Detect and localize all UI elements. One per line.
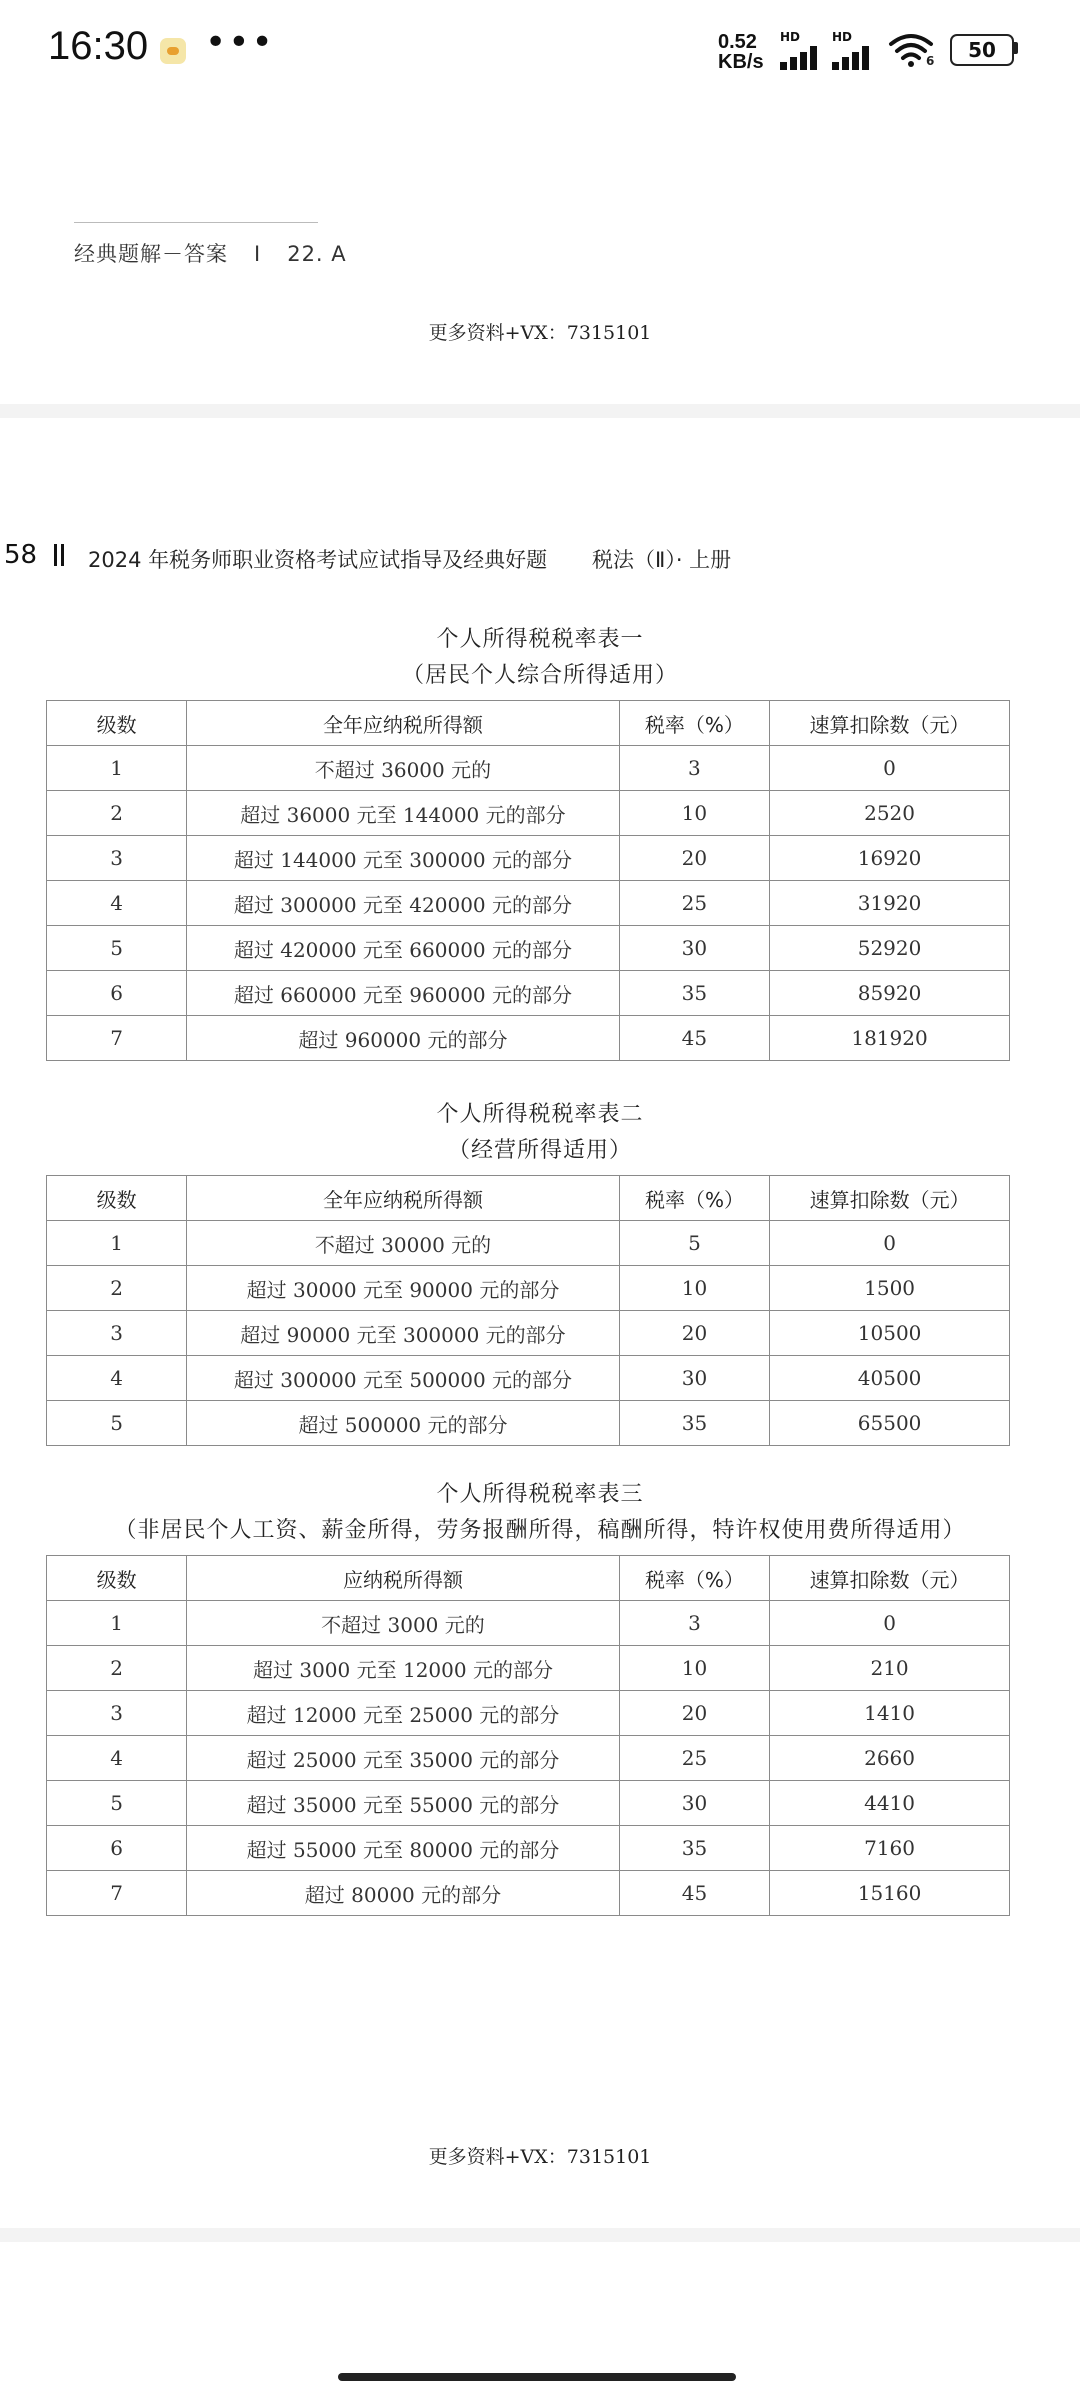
clock: 16:30 (48, 24, 149, 68)
table-cell: 2 (47, 1266, 187, 1311)
column-header: 全年应纳税所得额 (187, 701, 620, 746)
column-header: 税率（%） (619, 1176, 769, 1221)
column-header: 级数 (47, 1556, 187, 1601)
answer-value: 22. A (287, 242, 347, 266)
column-header: 速算扣除数（元） (770, 701, 1010, 746)
table-cell: 0 (770, 746, 1010, 791)
table-cell: 5 (47, 1401, 187, 1446)
table-cell: 3 (47, 1311, 187, 1356)
table-cell: 不超过 36000 元的 (187, 746, 620, 791)
table-row (47, 971, 1010, 1016)
table-cell: 35 (619, 1826, 769, 1871)
table-header-row (47, 1176, 1010, 1221)
more-notifications-icon: ••• (205, 22, 275, 63)
status-bar (0, 0, 1080, 100)
table-cell: 20 (619, 1691, 769, 1736)
table-row (47, 1016, 1010, 1061)
column-header: 应纳税所得额 (187, 1556, 620, 1601)
table-cell: 210 (770, 1646, 1010, 1691)
network-speed-value: 0.52 (718, 31, 757, 53)
table-cell: 超过 660000 元至 960000 元的部分 (187, 971, 620, 1016)
table-cell: 超过 55000 元至 80000 元的部分 (187, 1826, 620, 1871)
table-header-row (47, 1556, 1010, 1601)
table-row (47, 1736, 1010, 1781)
table-cell: 超过 3000 元至 12000 元的部分 (187, 1646, 620, 1691)
table-title: 个人所得税税率表三 (436, 1482, 644, 1507)
book-subtitle: 税法（Ⅱ）· 上册 (592, 548, 732, 572)
table-cell: 30 (619, 1356, 769, 1401)
table-cell: 4 (47, 1736, 187, 1781)
table-cell: 25 (619, 881, 769, 926)
table-cell: 4 (47, 881, 187, 926)
table-cell: 超过 300000 元至 420000 元的部分 (187, 881, 620, 926)
table-cell: 超过 30000 元至 90000 元的部分 (187, 1266, 620, 1311)
wifi-icon (888, 30, 934, 68)
table-cell: 0 (770, 1601, 1010, 1646)
table-cell: 181920 (770, 1016, 1010, 1061)
table-cell: 2 (47, 791, 187, 836)
table-cell: 10 (619, 1646, 769, 1691)
table-row (47, 1266, 1010, 1311)
table-cell: 15160 (770, 1871, 1010, 1916)
wifi-6-label: 6 (926, 54, 935, 68)
table-cell: 25 (619, 1736, 769, 1781)
battery-icon (950, 34, 1014, 66)
table-cell: 超过 80000 元的部分 (187, 1871, 620, 1916)
answer-section-label: 经典题解－答案 (74, 242, 228, 266)
table-cell: 85920 (770, 971, 1010, 1016)
column-header: 速算扣除数（元） (770, 1556, 1010, 1601)
table-row (47, 1356, 1010, 1401)
network-speed-unit: KB/s (718, 51, 764, 73)
table-cell: 52920 (770, 926, 1010, 971)
column-header: 速算扣除数（元） (770, 1176, 1010, 1221)
table-cell: 超过 960000 元的部分 (187, 1016, 620, 1061)
table-cell: 0 (770, 1221, 1010, 1266)
table-cell: 16920 (770, 836, 1010, 881)
table-cell: 5 (619, 1221, 769, 1266)
table-cell: 1500 (770, 1266, 1010, 1311)
tax-rate-table (46, 1555, 1010, 1916)
table-row (47, 791, 1010, 836)
answer-separator: I (254, 242, 262, 266)
table-cell: 3 (619, 746, 769, 791)
answer-line (74, 238, 347, 268)
table-cell: 超过 25000 元至 35000 元的部分 (187, 1736, 620, 1781)
table-row (47, 1871, 1010, 1916)
table-row (47, 1601, 1010, 1646)
table-cell: 3 (47, 836, 187, 881)
table-cell: 4 (47, 1356, 187, 1401)
table-cell: 1 (47, 1221, 187, 1266)
header-divider (54, 544, 57, 566)
app-notification-icon (160, 38, 186, 64)
table-cell: 7 (47, 1016, 187, 1061)
column-header: 全年应纳税所得额 (187, 1176, 620, 1221)
answer-divider (74, 222, 318, 223)
table-cell: 超过 500000 元的部分 (187, 1401, 620, 1446)
tax-rate-table (46, 1175, 1010, 1446)
table-cell: 超过 36000 元至 144000 元的部分 (187, 791, 620, 836)
table-row (47, 1221, 1010, 1266)
page-number: 58 (4, 540, 38, 570)
battery-level: 50 (968, 38, 996, 62)
table-title: 个人所得税税率表二 (436, 1102, 644, 1127)
table-cell: 2 (47, 1646, 187, 1691)
battery-tip (1014, 42, 1018, 54)
home-indicator[interactable] (338, 2373, 736, 2381)
page-footer-note: 更多资料+VX：7315101 (428, 322, 652, 344)
table-row (47, 1311, 1010, 1356)
table-cell: 4410 (770, 1781, 1010, 1826)
table-cell: 7 (47, 1871, 187, 1916)
table-cell: 3 (47, 1691, 187, 1736)
page-gap (0, 404, 1080, 418)
table-row (47, 881, 1010, 926)
table-cell: 2660 (770, 1736, 1010, 1781)
table-cell: 20 (619, 1311, 769, 1356)
table-cell: 10500 (770, 1311, 1010, 1356)
table-cell: 10 (619, 1266, 769, 1311)
table-cell: 超过 420000 元至 660000 元的部分 (187, 926, 620, 971)
network-speed (718, 32, 774, 72)
table-cell: 65500 (770, 1401, 1010, 1446)
table-header-row (47, 701, 1010, 746)
table-row (47, 1646, 1010, 1691)
table-cell: 7160 (770, 1826, 1010, 1871)
table-cell: 6 (47, 1826, 187, 1871)
table-cell: 5 (47, 926, 187, 971)
page-gap (0, 2228, 1080, 2242)
table-row (47, 1781, 1010, 1826)
table-row (47, 1691, 1010, 1736)
table-subtitle: （非居民个人工资、薪金所得，劳务报酬所得，稿酬所得，特许权使用费所得适用） (114, 1518, 966, 1543)
table-cell: 3 (619, 1601, 769, 1646)
table-cell: 5 (47, 1781, 187, 1826)
table-cell: 35 (619, 1401, 769, 1446)
tax-rate-table (46, 700, 1010, 1061)
table-cell: 6 (47, 971, 187, 1016)
column-header: 税率（%） (619, 1556, 769, 1601)
table-row (47, 926, 1010, 971)
table-cell: 超过 144000 元至 300000 元的部分 (187, 836, 620, 881)
page-footer-note: 更多资料+VX：7315101 (428, 2146, 652, 2168)
column-header: 税率（%） (619, 701, 769, 746)
sim1-hd-label: HD (780, 30, 801, 44)
table-subtitle: （经营所得适用） (447, 1138, 632, 1163)
table-cell: 2520 (770, 791, 1010, 836)
table-row (47, 1401, 1010, 1446)
table-cell: 超过 90000 元至 300000 元的部分 (187, 1311, 620, 1356)
table-cell: 30 (619, 1781, 769, 1826)
column-header: 级数 (47, 1176, 187, 1221)
table-cell: 不超过 30000 元的 (187, 1221, 620, 1266)
table-cell: 10 (619, 791, 769, 836)
table-row (47, 746, 1010, 791)
table-cell: 超过 12000 元至 25000 元的部分 (187, 1691, 620, 1736)
sim2-hd-label: HD (832, 30, 853, 44)
table-cell: 20 (619, 836, 769, 881)
table-cell: 1 (47, 1601, 187, 1646)
table-title: 个人所得税税率表一 (436, 627, 644, 652)
table-row (47, 1826, 1010, 1871)
book-title: 2024 年税务师职业资格考试应试指导及经典好题 (88, 548, 548, 572)
table-cell: 45 (619, 1016, 769, 1061)
table-subtitle: （居民个人综合所得适用） (401, 663, 678, 688)
table-cell: 不超过 3000 元的 (187, 1601, 620, 1646)
header-divider (61, 544, 64, 566)
table-cell: 超过 300000 元至 500000 元的部分 (187, 1356, 620, 1401)
table-cell: 31920 (770, 881, 1010, 926)
table-cell: 超过 35000 元至 55000 元的部分 (187, 1781, 620, 1826)
table-row (47, 836, 1010, 881)
table-cell: 30 (619, 926, 769, 971)
table-cell: 1 (47, 746, 187, 791)
table-cell: 35 (619, 971, 769, 1016)
column-header: 级数 (47, 701, 187, 746)
table-cell: 45 (619, 1871, 769, 1916)
table-cell: 40500 (770, 1356, 1010, 1401)
table-cell: 1410 (770, 1691, 1010, 1736)
